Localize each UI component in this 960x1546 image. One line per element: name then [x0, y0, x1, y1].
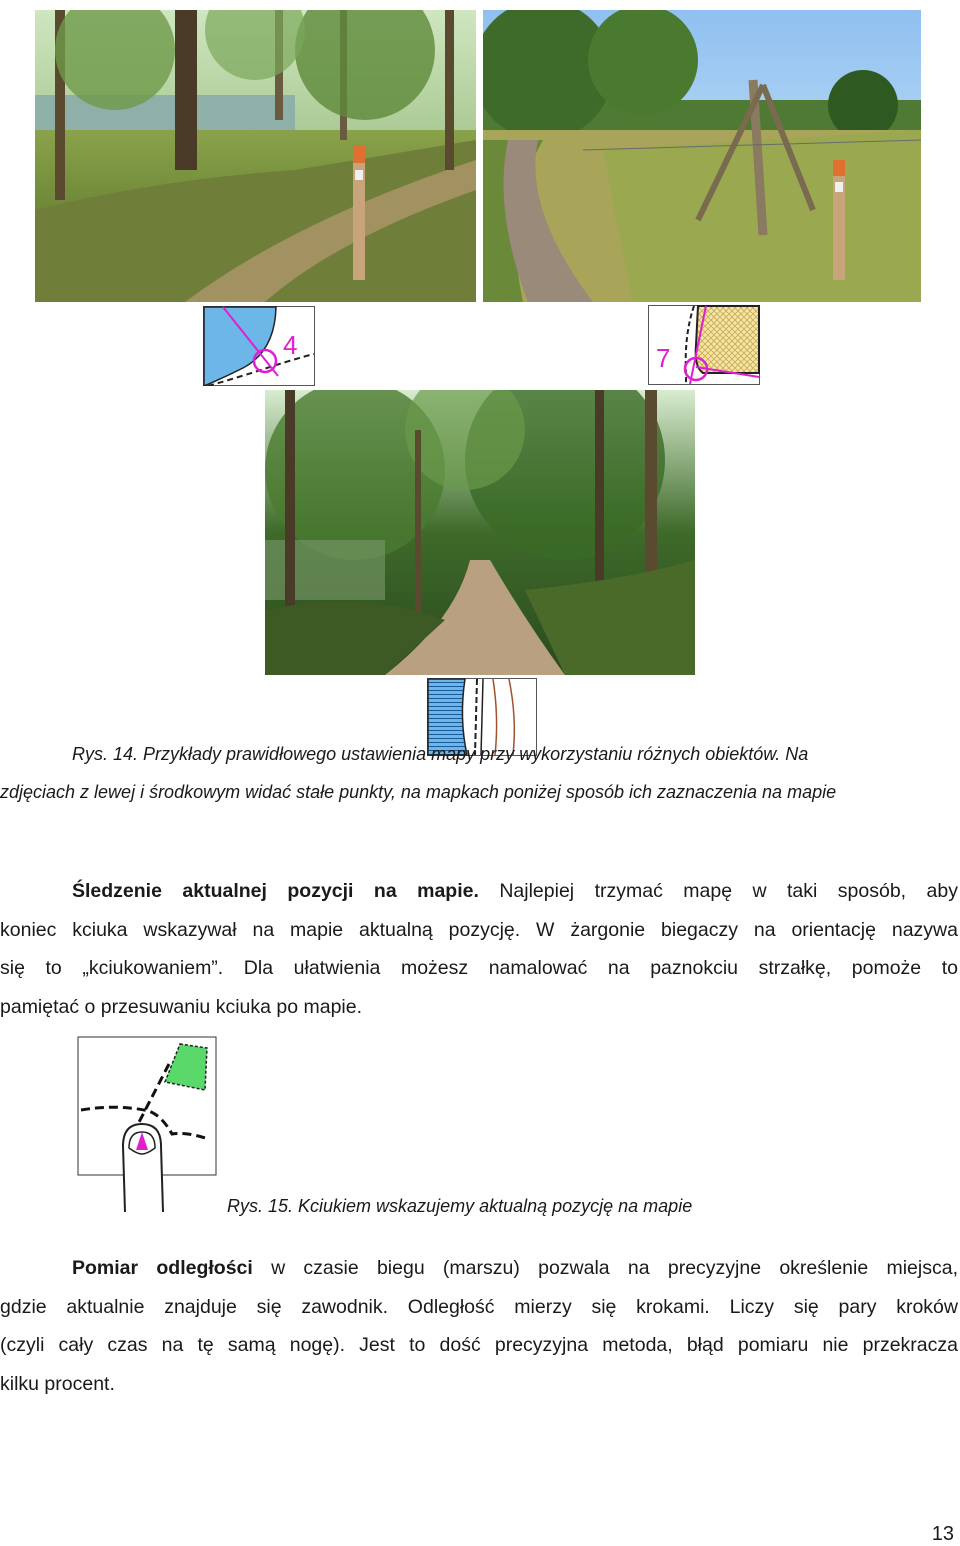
distance-line3: (czyli cały czas na tę samą nogę). Jest to dość precyzyjna metoda, błąd pomiaru nie przekracza — [0, 1334, 958, 1356]
distance-line1: w czasie biegu (marszu) pozwala na precyzyjne określenie miejsca, — [252, 1257, 958, 1279]
distance-line2: gdzie aktualnie znajduje się zawodnik. Odległość mierzy się krokami. Liczy się pary kroków — [0, 1295, 958, 1318]
thumbing-line4: pamiętać o przesuwaniu kciuka po mapie. — [0, 995, 363, 1018]
path-fence-post-photo — [483, 10, 921, 302]
thumbing-paragraph — [0, 872, 958, 1026]
figure-14-caption — [0, 735, 960, 811]
figure-14-caption-line2: zdjęciach z lewej i środkowym widać stałe punkty, na mapkach poniżej sposób ich zaznaczenia na mapie — [0, 782, 837, 802]
thumbing-line3: się to „kciukowaniem”. Dla ułatwienia możesz namalować na paznokciu strzałkę, pomoże to — [0, 957, 958, 979]
map-snippet-control-7 — [648, 305, 760, 385]
map-label-4: 4 — [283, 330, 298, 360]
figure-15-caption: Rys. 15. Kciukiem wskazujemy aktualną pozycję na mapie — [227, 1196, 693, 1216]
page-number: 13 — [931, 1523, 954, 1545]
map-label-7: 7 — [656, 343, 671, 373]
distance-line4: kilku procent. — [0, 1372, 115, 1395]
forest-path-photo — [265, 390, 695, 675]
thumb-on-map-illustration — [77, 1036, 217, 1212]
lake-forest-post-photo — [35, 10, 476, 302]
thumbing-line1: Najlepiej trzymać mapę w taki sposób, aby — [478, 880, 958, 902]
map-snippet-control-4 — [203, 306, 315, 386]
thumbing-line2: koniec kciuka wskazywał na mapie aktualną pozycję. W żargonie biegaczy na orientację nazywa — [0, 918, 958, 941]
thumbing-heading: Śledzenie aktualnej pozycji na mapie. — [72, 880, 479, 902]
distance-paragraph — [0, 1249, 958, 1403]
distance-heading: Pomiar odległości — [72, 1257, 253, 1279]
figure-14-caption-line1: Rys. 14. Przykłady prawidłowego ustawienia mapy przy wykorzystaniu różnych obiektów. Na — [72, 744, 809, 764]
